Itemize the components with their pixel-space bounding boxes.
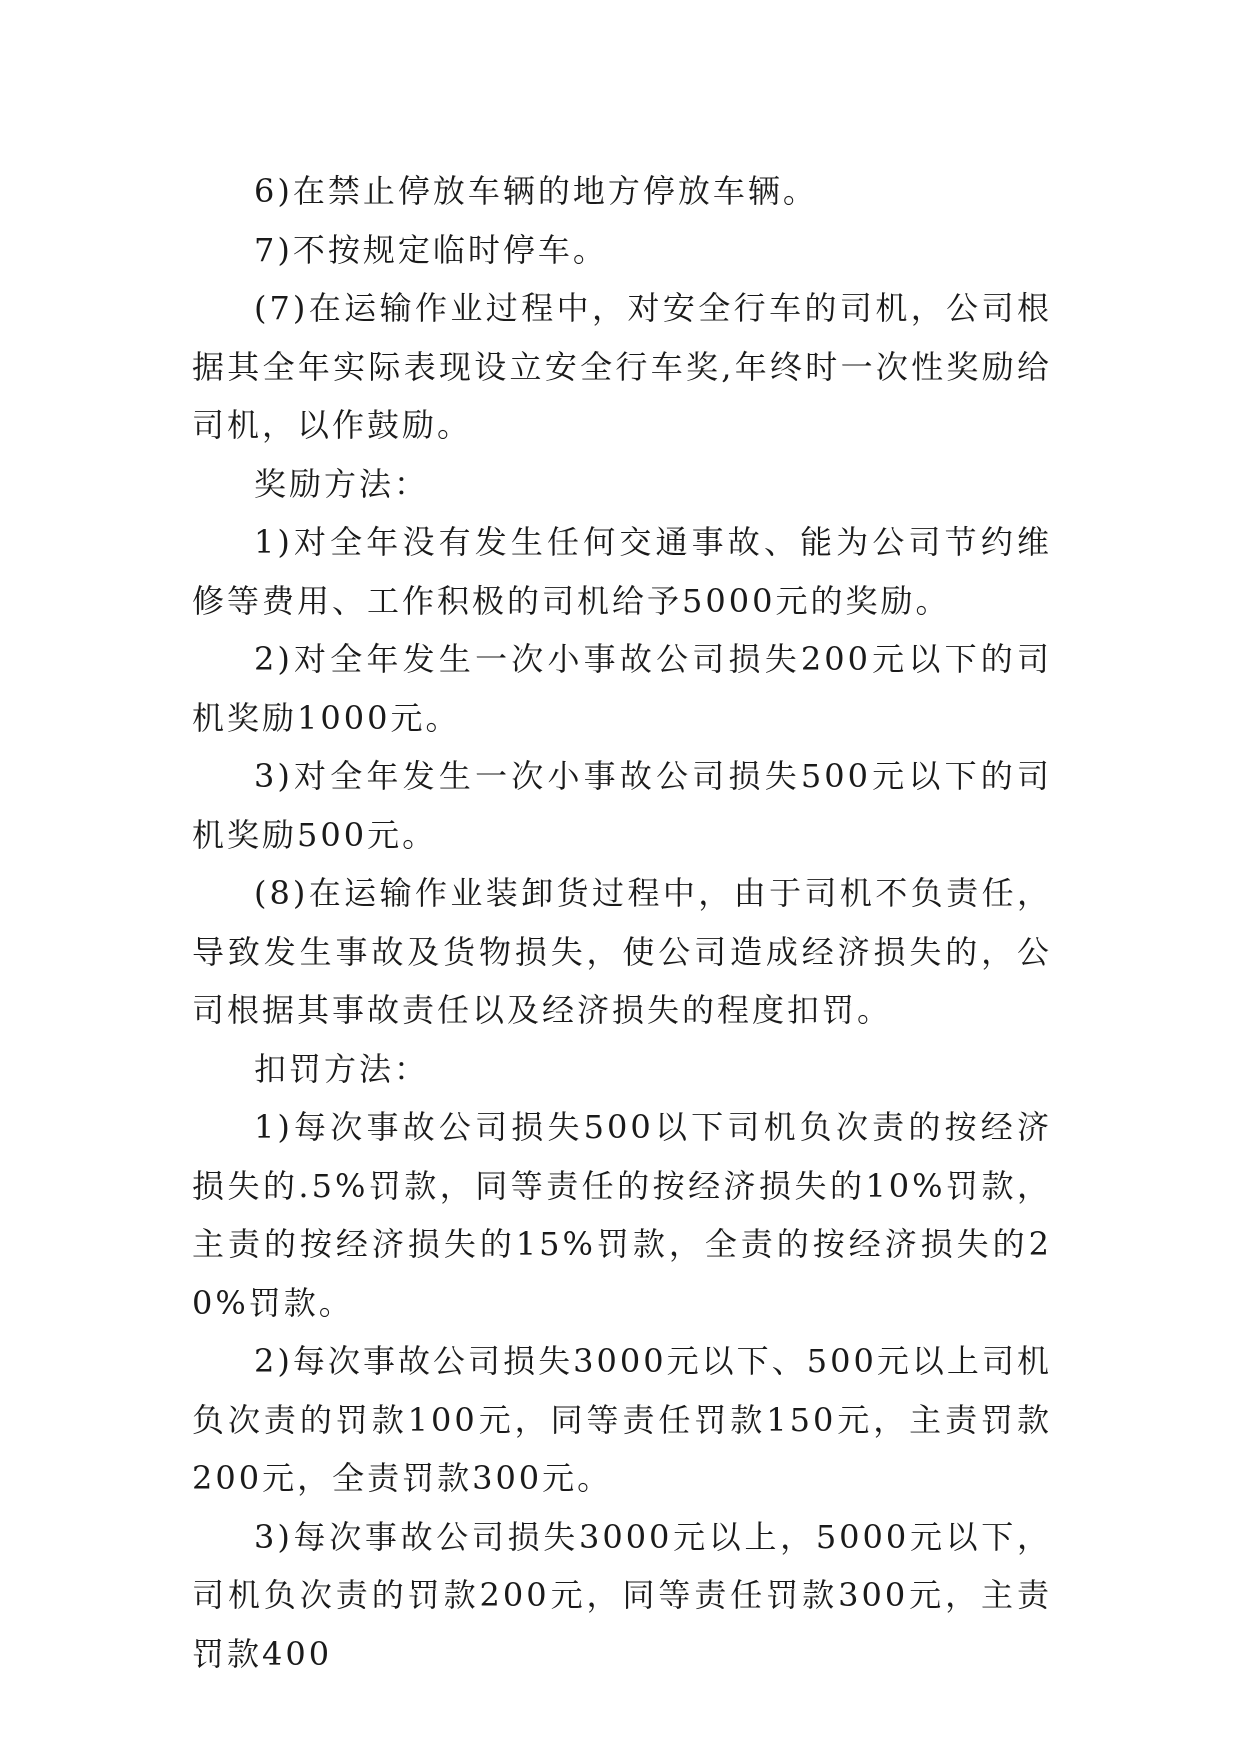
paragraph-section-7: (7)在运输作业过程中，对安全行车的司机，公司根据其全年实际表现设立安全行车奖,年终时一次性奖励给司机，以作鼓励。 [192,289,1052,444]
paragraph-section-8: (8)在运输作业装卸货过程中，由于司机不负责任，导致发生事故及货物损失，使公司造成经济损失的，公司根据其事故责任以及经济损失的程度扣罚。 [192,874,1052,1029]
paragraph-reward-1: 1)对全年没有发生任何交通事故、能为公司节约维修等费用、工作积极的司机给予5000元的奖励。 [192,523,1052,620]
paragraph-penalty-1: 1)每次事故公司损失500以下司机负次责的按经济损失的.5%罚款，同等责任的按经济损失的10%罚款，主责的按经济损失的15%罚款，全责的按经济损失的20%罚款。 [192,1108,1052,1322]
paragraph-penalty-3: 3)每次事故公司损失3000元以上，5000元以下，司机负次责的罚款200元，同等责任罚款300元，主责罚款400 [192,1517,1052,1673]
paragraph-reward-2: 2)对全年发生一次小事故公司损失200元以下的司机奖励1000元。 [192,640,1052,737]
paragraph-penalty-method-heading: 扣罚方法： [254,1049,430,1088]
paragraph-item-6: 6)在禁止停放车辆的地方停放车辆。 [254,172,818,210]
paragraph-reward-method-heading: 奖励方法： [254,464,430,503]
document-body [192,162,1052,1683]
paragraph-reward-3: 3)对全年发生一次小事故公司损失500元以下的司机奖励500元。 [192,757,1052,854]
paragraph-penalty-2: 2)每次事故公司损失3000元以下、500元以上司机负次责的罚款100元，同等责任罚款150元，主责罚款200元，全责罚款300元。 [192,1342,1052,1497]
paragraph-item-7: 7)不按规定临时停车。 [254,230,608,269]
